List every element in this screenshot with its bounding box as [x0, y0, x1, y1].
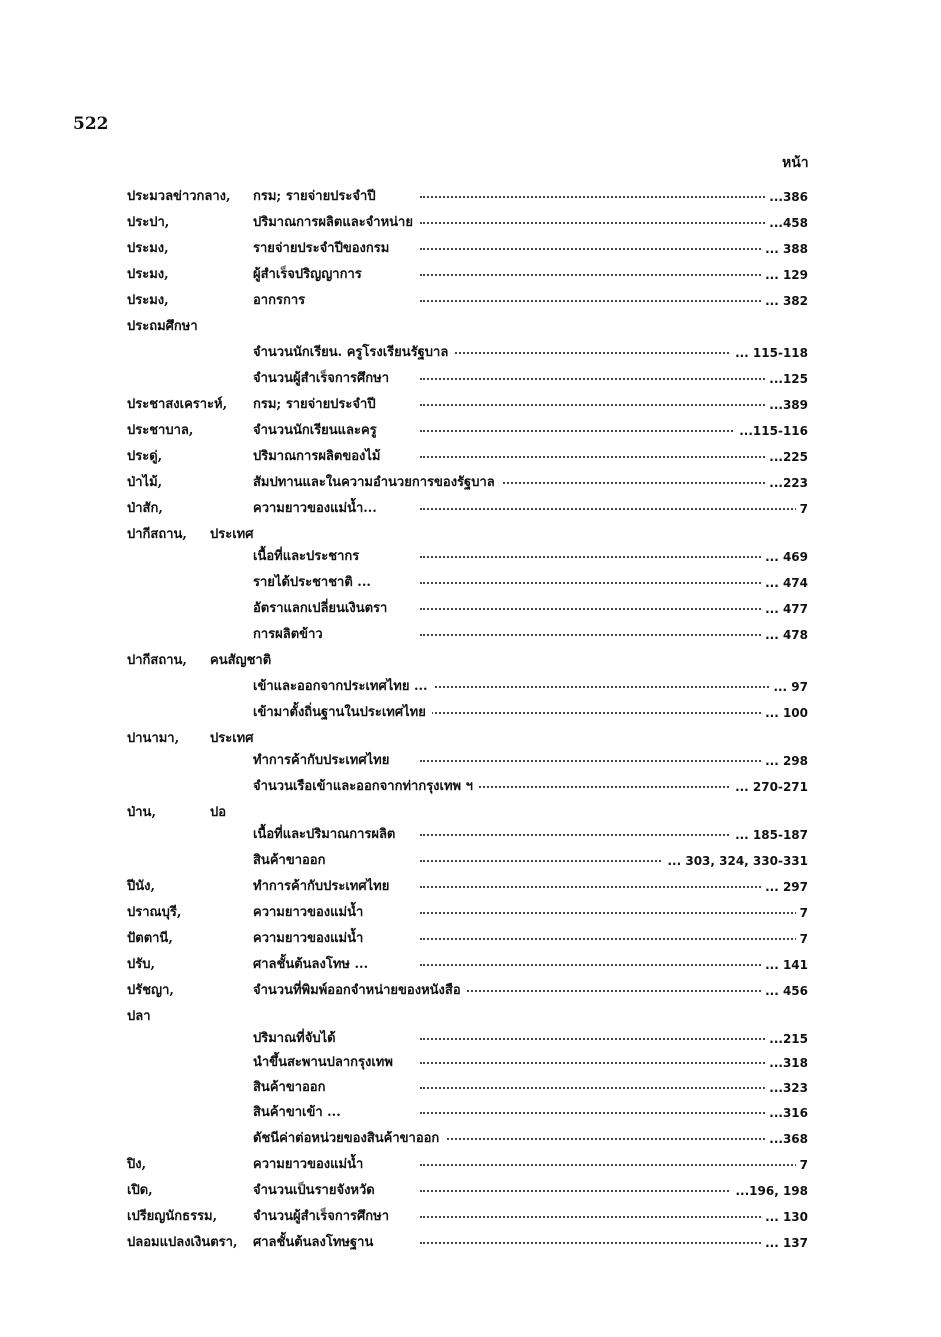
index-entry [0, 650, 941, 672]
index-entry [0, 498, 941, 520]
entry-page-ref: ... 474 [761, 572, 808, 594]
entry-term: ปลอมแปลงเงินตรา, [127, 1235, 238, 1250]
entry-subtopic: ปริมาณการผลิตของไม้ [253, 446, 387, 468]
entry-page-ref: ... 298 [761, 750, 808, 772]
index-entry [0, 264, 941, 286]
entry-term-qualifier: ประเทศ [210, 731, 254, 746]
entry-subtopic: ทำการค้ากับประเทศไทย [253, 876, 395, 898]
entry-page-ref: ... 303, 324, 330-331 [663, 850, 808, 872]
entry-term: ประถมศึกษา [127, 319, 198, 334]
dot-leader [420, 938, 801, 940]
entry-page-ref: ... 185-187 [731, 824, 808, 846]
entry-term: ปราณบุรี, [127, 905, 182, 920]
entry-page-ref: ...386 [765, 186, 808, 208]
entry-page-ref: ... 137 [761, 1232, 808, 1254]
entry-page-ref: 7 [796, 1154, 808, 1176]
entry-term: เปรียญนักธรรม, [127, 1209, 218, 1224]
entry-subtopic: เข้าและออกจากประเทศไทย ... [253, 676, 434, 698]
index-entry [0, 980, 941, 1002]
dot-leader [420, 556, 801, 558]
page-number: 522 [73, 114, 109, 134]
entry-subtopic: ความยาวของแม่น้ำ [253, 928, 369, 950]
entry-page-ref: ...368 [765, 1128, 808, 1150]
dot-leader [420, 300, 801, 302]
entry-subtopic: ทำการค้ากับประเทศไทย [253, 750, 395, 772]
entry-term: ปีนัง, [127, 879, 156, 894]
index-entry [0, 624, 941, 646]
entry-subtopic: สินค้าขาเข้า ... [253, 1102, 347, 1124]
dot-leader [420, 196, 801, 198]
dot-leader [420, 634, 801, 636]
index-entry [0, 446, 941, 468]
entry-subtopic: สัมปทานและในความอำนวยการของรัฐบาล [253, 472, 501, 494]
entry-page-ref: ...215 [765, 1028, 808, 1050]
entry-term: ประมง, [127, 241, 169, 256]
entry-subtopic: จำนวนเป็นรายจังหวัด [253, 1180, 381, 1202]
entry-term: เปิด, [127, 1183, 153, 1198]
entry-subtopic: ดัชนีค่าต่อหน่วยของสินค้าขาออก [253, 1128, 445, 1150]
index-entry [0, 572, 941, 594]
index-entry [0, 316, 941, 338]
dot-leader [420, 1216, 801, 1218]
index-entry [0, 1028, 941, 1050]
entry-subtopic: เนื้อที่และประชากร [253, 546, 365, 568]
entry-term: ป่าไม้, [127, 475, 163, 490]
dot-leader [420, 964, 801, 966]
dot-leader [420, 582, 801, 584]
dot-leader [420, 1138, 801, 1140]
entry-page-ref: ... 130 [761, 1206, 808, 1228]
index-entry [0, 546, 941, 568]
dot-leader [420, 760, 801, 762]
index-entry [0, 750, 941, 772]
index-entry [0, 728, 941, 750]
entry-page-ref: ...196, 198 [731, 1180, 808, 1202]
dot-leader [420, 608, 801, 610]
entry-term-qualifier: ปอ [210, 805, 227, 820]
entry-subtopic: สินค้าขาออก [253, 1077, 332, 1099]
entry-term: ประปา, [127, 215, 170, 230]
index-entry [0, 186, 941, 208]
entry-page-ref: ... 297 [761, 876, 808, 898]
dot-leader [420, 508, 801, 510]
entry-term: ปิง, [127, 1157, 147, 1172]
entry-page-ref: ... 97 [769, 676, 808, 698]
entry-page-ref: ... 382 [761, 290, 808, 312]
index-entry [0, 954, 941, 976]
index-entry [0, 676, 941, 698]
entry-page-ref: ... 141 [761, 954, 808, 976]
entry-subtopic: จำนวนนักเรียนและครู [253, 420, 383, 442]
index-entry [0, 342, 941, 364]
entry-subtopic: อากรการ [253, 290, 311, 312]
entry-page-ref: ... 469 [761, 546, 808, 568]
dot-leader [420, 1038, 801, 1040]
entry-subtopic: รายได้ประชาชาติ ... [253, 572, 377, 594]
index-entry [0, 394, 941, 416]
entry-page-ref: ...389 [765, 394, 808, 416]
entry-page-ref: ... 270-271 [731, 776, 808, 798]
dot-leader [420, 912, 801, 914]
entry-subtopic: ความยาวของแม่น้ำ [253, 1154, 369, 1176]
entry-subtopic: จำนวนผู้สำเร็จการศึกษา [253, 1206, 395, 1228]
dot-leader [420, 1164, 801, 1166]
entry-page-ref: ... 478 [761, 624, 808, 646]
index-entry [0, 1232, 941, 1254]
dot-leader [420, 274, 801, 276]
entry-subtopic: ความยาวของแม่น้ำ... [253, 498, 383, 520]
index-entry [0, 1006, 941, 1028]
index-entry [0, 776, 941, 798]
entry-subtopic: กรม; รายจ่ายประจำปี [253, 186, 382, 208]
entry-page-ref: ...125 [765, 368, 808, 390]
dot-leader [420, 1062, 801, 1064]
entry-subtopic: นำขึ้นสะพานปลากรุงเทพ [253, 1052, 399, 1074]
entry-subtopic: จำนวนที่พิมพ์ออกจำหน่ายของหนังสือ [253, 980, 467, 1002]
index-entry [0, 928, 941, 950]
entry-subtopic: เข้ามาตั้งถิ่นฐานในประเทศไทย [253, 702, 432, 724]
entry-subtopic: อัตราแลกเปลี่ยนเงินตรา [253, 598, 393, 620]
entry-subtopic: เนื้อที่และปริมาณการผลิต [253, 824, 401, 846]
index-entry [0, 702, 941, 724]
index-entry [0, 824, 941, 846]
entry-term: ประมง, [127, 293, 169, 308]
entry-term: ปากีสถาน, [127, 653, 187, 668]
entry-term: ปรัชญา, [127, 983, 174, 998]
dot-leader [420, 248, 801, 250]
page-column-header: หน้า [782, 155, 809, 171]
index-entry [0, 524, 941, 546]
entry-subtopic: จำนวนนักเรียน. ครูโรงเรียนรัฐบาล [253, 342, 454, 364]
entry-subtopic: ความยาวของแม่น้ำ [253, 902, 369, 924]
index-entry [0, 902, 941, 924]
dot-leader [420, 404, 801, 406]
entry-page-ref: 7 [796, 928, 808, 950]
entry-term: ป่าน, [127, 805, 156, 820]
dot-leader [420, 378, 801, 380]
index-entry [0, 290, 941, 312]
index-entry [0, 238, 941, 260]
entry-subtopic: จำนวนเรือเข้าและออกจากท่ากรุงเทพ ฯ [253, 776, 479, 798]
entry-page-ref: ...316 [765, 1102, 808, 1124]
dot-leader [420, 456, 801, 458]
entry-page-ref: ...458 [765, 212, 808, 234]
index-entry [0, 1180, 941, 1202]
entry-page-ref: ... 129 [761, 264, 808, 286]
entry-page-ref: ... 100 [761, 702, 808, 724]
index-entry [0, 802, 941, 824]
entry-page-ref: ...323 [765, 1077, 808, 1099]
entry-page-ref: 7 [796, 498, 808, 520]
entry-subtopic: กรม; รายจ่ายประจำปี [253, 394, 382, 416]
dot-leader [420, 686, 801, 688]
index-entry [0, 598, 941, 620]
entry-page-ref: ... 477 [761, 598, 808, 620]
entry-subtopic: สินค้าขาออก [253, 850, 332, 872]
index-entry [0, 212, 941, 234]
entry-subtopic: ศาลชั้นต้นลงโทษ ... [253, 954, 374, 976]
dot-leader [420, 1087, 801, 1089]
index-entry [0, 472, 941, 494]
entry-subtopic: จำนวนผู้สำเร็จการศึกษา [253, 368, 395, 390]
entry-term: ประชาสงเคราะห์, [127, 397, 228, 412]
index-entry [0, 876, 941, 898]
index-entry [0, 1102, 941, 1124]
entry-page-ref: ...225 [765, 446, 808, 468]
entry-term: ปัตตานี, [127, 931, 173, 946]
entry-term: ป่าสัก, [127, 501, 163, 516]
entry-subtopic: รายจ่ายประจำปีของกรม [253, 238, 395, 260]
entry-term-qualifier: ประเทศ [210, 527, 254, 542]
entry-term: ประมง, [127, 267, 169, 282]
entry-term-qualifier: คนสัญชาติ [210, 653, 272, 668]
entry-subtopic: ปริมาณการผลิตและจำหน่าย [253, 212, 419, 234]
dot-leader [420, 222, 801, 224]
entry-term: ปานามา, [127, 731, 180, 746]
dot-leader [420, 1242, 801, 1244]
entry-page-ref: ... 456 [761, 980, 808, 1002]
index-entry [0, 1154, 941, 1176]
entry-page-ref: ...115-116 [735, 420, 808, 442]
index-entry [0, 368, 941, 390]
index-entry [0, 1052, 941, 1074]
entry-term: ประชาบาล, [127, 423, 194, 438]
entry-term: ประดู่, [127, 449, 163, 464]
index-entry [0, 420, 941, 442]
entry-page-ref: ... 388 [761, 238, 808, 260]
dot-leader [420, 990, 801, 992]
entry-page-ref: ...318 [765, 1052, 808, 1074]
dot-leader [420, 1112, 801, 1114]
entry-subtopic: ผู้สำเร็จปริญญาการ [253, 264, 368, 286]
entry-subtopic: ปริมาณที่จับได้ [253, 1028, 342, 1050]
index-entry [0, 850, 941, 872]
index-entry [0, 1077, 941, 1099]
index-entry [0, 1206, 941, 1228]
entry-page-ref: 7 [796, 902, 808, 924]
entry-term: ปากีสถาน, [127, 527, 187, 542]
dot-leader [420, 712, 801, 714]
dot-leader [420, 886, 801, 888]
entry-page-ref: ... 115-118 [731, 342, 808, 364]
entry-subtopic: การผลิตข้าว [253, 624, 329, 646]
entry-term: ปรับ, [127, 957, 156, 972]
index-entry [0, 1128, 941, 1150]
entry-page-ref: ...223 [765, 472, 808, 494]
entry-subtopic: ศาลชั้นต้นลงโทษฐาน [253, 1232, 379, 1254]
entry-term: ปลา [127, 1009, 151, 1024]
entry-term: ประมวลข่าวกลาง, [127, 189, 231, 204]
